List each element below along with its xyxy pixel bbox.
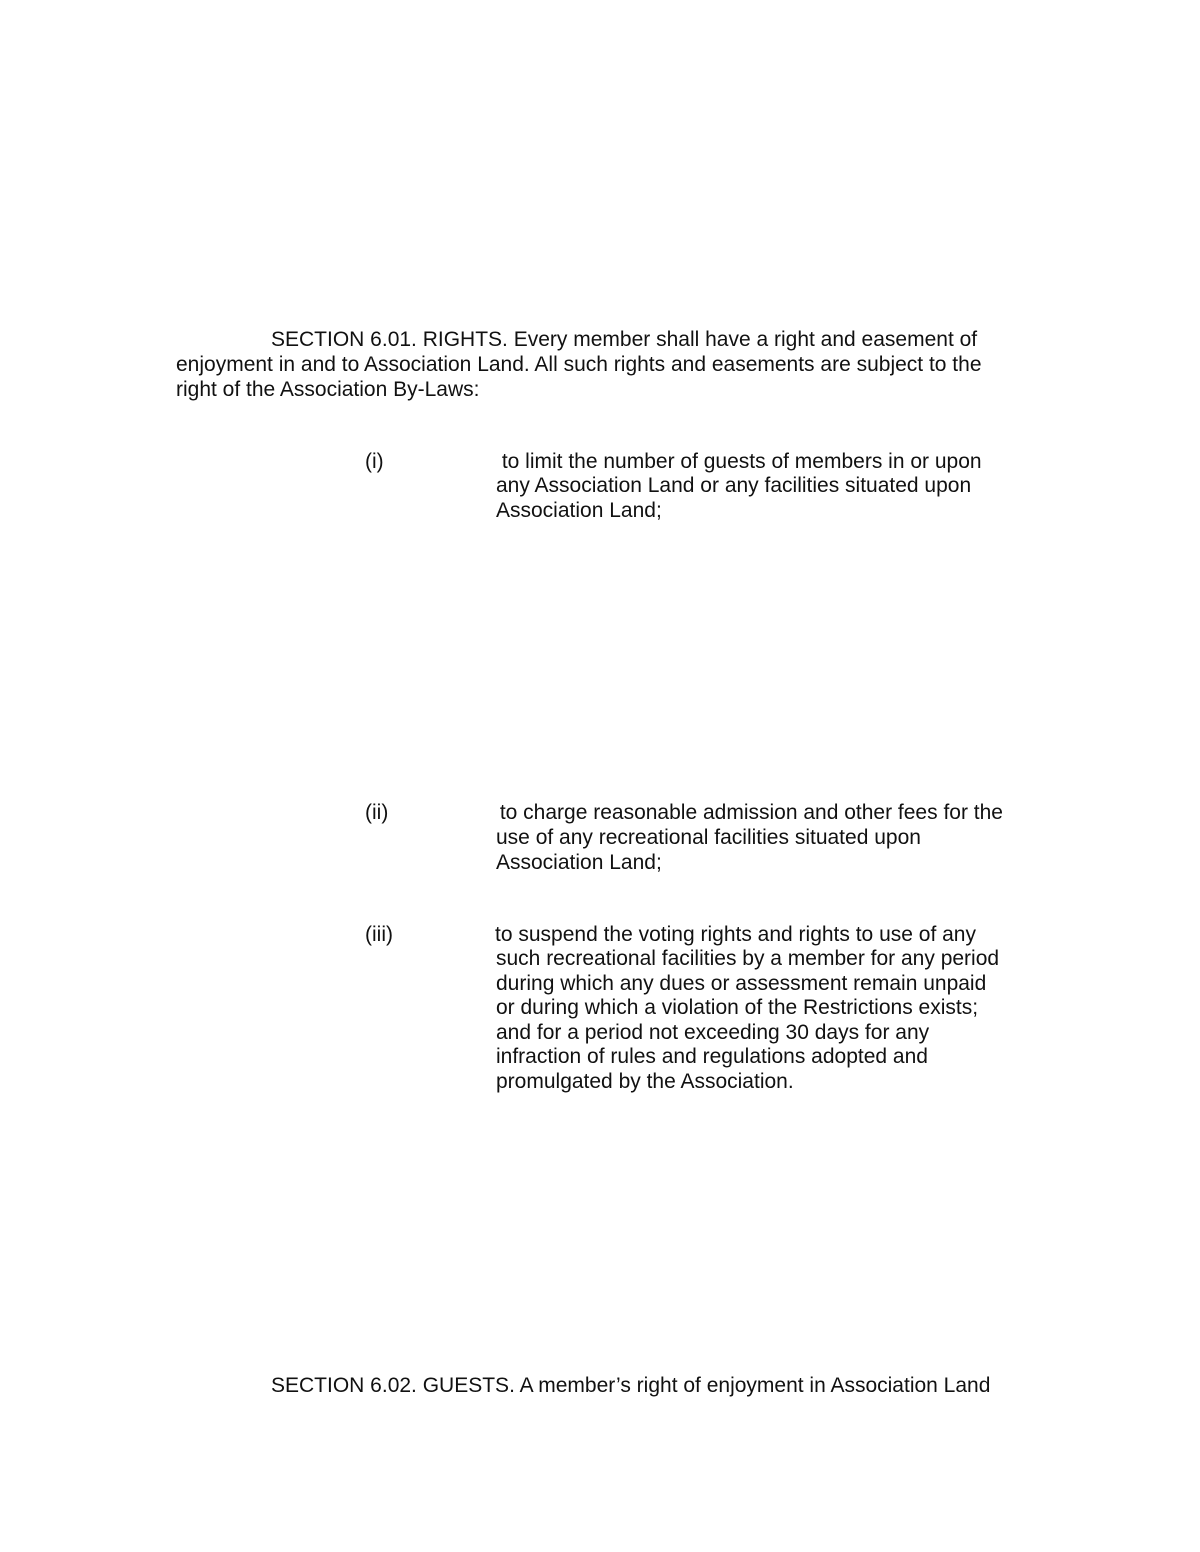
item-text-ii-first: to charge reasonable admission and other fees for the: [494, 801, 1003, 824]
section-6-01-line-1: SECTION 6.01. RIGHTS. Every member shall have a right and easement of: [271, 328, 978, 351]
item-text-ii-rest: use of any recreational facilities situated upon Association Land;: [496, 826, 921, 874]
item-label-ii: (ii): [365, 801, 389, 824]
item-text-i-first: to limit the number of guests of members in or upon: [496, 450, 982, 473]
item-text-iii-first: to suspend the voting rights and rights to use of any: [495, 923, 976, 946]
item-text-i-rest: any Association Land or any facilities situated upon Association Land;: [496, 474, 972, 522]
item-label-iii: (iii): [365, 923, 393, 946]
section-6-01-line-2: enjoyment in and to Association Land. All such rights and easements are subject to the: [176, 353, 982, 376]
section-6-01-line-3: right of the Association By-Laws:: [176, 378, 480, 401]
item-text-iii-rest: such recreational facilities by a member for any period during which any dues or assessment remain unpaid or during which a violation of the Restrictions exists; and for a period not exceeding 30 days for any infraction of rules and regulations adopted and promulgated by the Association.: [496, 947, 1000, 1093]
section-6-02-line-1: SECTION 6.02. GUESTS. A member’s right of enjoyment in Association Land: [271, 1374, 991, 1397]
item-label-i: (i): [365, 450, 384, 473]
